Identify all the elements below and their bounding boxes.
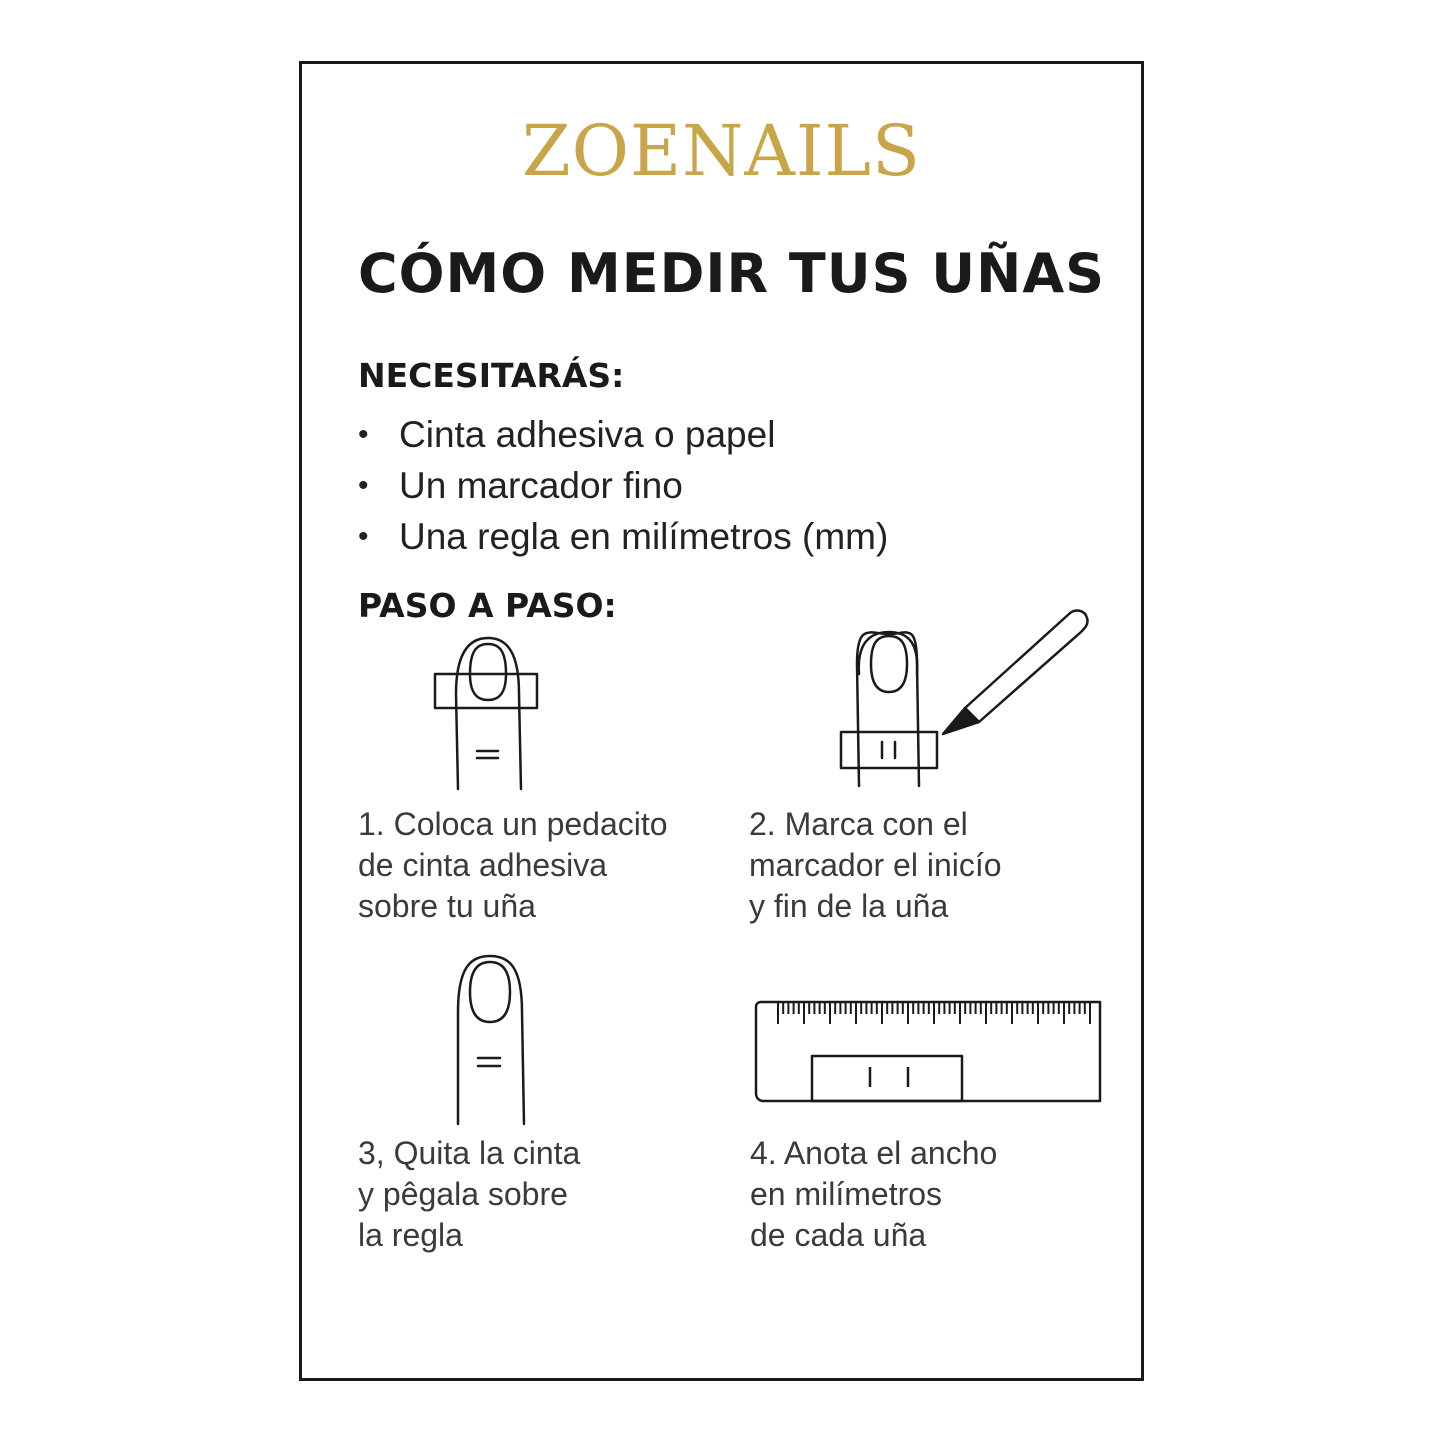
needs-list [358,409,888,562]
bullet-icon: • [358,520,369,553]
ruler-with-tape-icon [752,999,1104,1105]
finger-marking-icon [837,604,1097,794]
step-3-text: 3, Quita la cinta y pêgala sobre la regla [358,1135,581,1253]
list-item [358,511,888,562]
step-2-text: 2. Marca con el marcador el inicío y fin de la uña [749,806,1002,924]
tape-strip [435,674,537,708]
step-4-text: 4. Anota el ancho en milímetros de cada uña [750,1135,998,1253]
list-item-text: Cinta adhesiva o papel [399,414,776,455]
needs-heading: NECESITARÁS: [358,356,625,395]
ruler-ticks [778,1002,1090,1024]
tape-strip [812,1056,962,1101]
list-item [358,460,888,511]
finger-icon [440,952,540,1128]
bullet-icon: • [358,469,369,502]
finger-outline [857,632,919,786]
steps-heading: PASO A PASO: [358,586,617,625]
marker-pen-icon [943,611,1088,734]
list-item-text: Un marcador fino [399,465,683,506]
instruction-card [299,61,1144,1381]
step-1-text: 1. Coloca un pedacito de cinta adhesiva sobre tu uña [358,806,668,924]
tape-strip [841,732,937,768]
bullet-icon: • [358,418,369,451]
finger-with-tape-icon [430,634,540,794]
page-title: CÓMO MEDIR TUS UÑAS [358,242,1105,305]
list-item [358,409,888,460]
finger-outline [458,956,524,1124]
ruler-body [756,1002,1100,1101]
finger-outline [456,638,521,789]
brand-logo: ZOENAILS [521,110,921,192]
nail-shape [470,644,506,700]
nail-shape [470,962,510,1022]
list-item-text: Una regla en milímetros (mm) [399,516,889,557]
nail-shape [871,636,907,692]
